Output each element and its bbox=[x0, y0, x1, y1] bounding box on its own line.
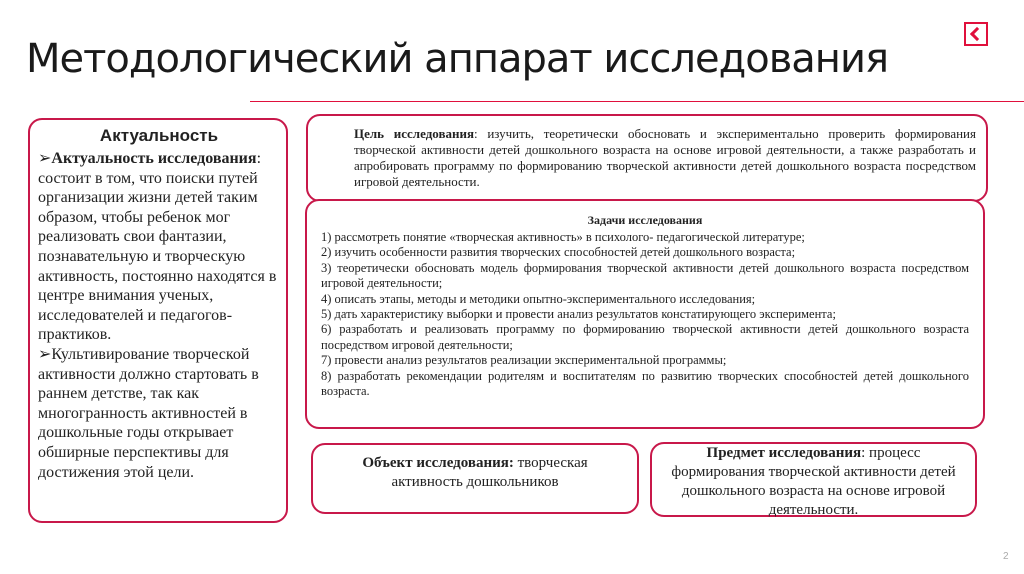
goal-paragraph bbox=[354, 126, 976, 190]
task-item: 6) разработать и реализовать программу по формированию творческой активности детей дошкольного возраста посредством игровой деятельности; bbox=[321, 322, 969, 352]
tasks-heading: Задачи исследования bbox=[587, 213, 703, 227]
actuality-heading: Актуальность bbox=[99, 126, 219, 145]
cultivation-text: Культивирование творческой активности должно стартовать в раннем детстве, так как многогранность активностей в дошкольные годы открывает обширные перспективы для достижения этой цели. bbox=[38, 345, 259, 481]
object-paragraph bbox=[313, 454, 637, 492]
page-title: Методологический аппарат исследования bbox=[26, 36, 889, 82]
title-divider bbox=[250, 101, 1024, 102]
object-text: творческая активность дошкольников bbox=[391, 455, 588, 490]
subject-box bbox=[650, 442, 977, 517]
tasks-box bbox=[305, 199, 985, 429]
subject-text: : процесс формирования творческой активности детей дошкольного возраста на основе игровой деятельности. bbox=[671, 445, 956, 518]
task-item: 2) изучить особенности развития творческих способностей детей дошкольного возраста; bbox=[321, 245, 796, 260]
goal-label: Цель исследования bbox=[354, 126, 474, 141]
goal-text: : изучить, теоретически обосновать и экспериментально проверить формирования творческой активности детей дошкольного возраста на основе игровой деятельности, а также разработать и апробировать программу по формированию творческой активности детей дошкольного возраста посредством игровой деятельности. bbox=[354, 126, 976, 189]
subject-label: Предмет исследования bbox=[706, 445, 862, 461]
object-box bbox=[311, 443, 639, 514]
actuality-label: Актуальность исследования bbox=[51, 150, 257, 167]
back-arrow-icon[interactable] bbox=[964, 22, 988, 46]
bullet-arrow-icon: ➢ bbox=[38, 345, 52, 363]
actuality-box bbox=[28, 118, 288, 523]
actuality-paragraph-1 bbox=[38, 149, 280, 345]
goal-box bbox=[306, 114, 988, 202]
subject-paragraph bbox=[652, 444, 975, 520]
object-label: Объект исследования: bbox=[362, 455, 514, 471]
task-item: 7) провести анализ результатов реализации экспериментальной программы; bbox=[321, 353, 727, 368]
bullet-arrow-icon: ➢ bbox=[38, 150, 52, 167]
task-item: 3) теоретически обосновать модель формирования творческой активности детей дошкольного возраста посредством игровой деятельности; bbox=[321, 260, 969, 291]
task-item: 4) описать этапы, методы и методики опытно-экспериментального исследования; bbox=[321, 291, 756, 306]
actuality-text: : состоит в том, что поиски путей организации жизни детей таким образом, чтобы ребенок мог реализовать свои фантазии, познавательную и творческую активность, постоянно находятся в центре внимания ученых, исследователей и педагогов-практиков. bbox=[38, 150, 277, 344]
task-item: 1) рассмотреть понятие «творческая активность» в психолого- педагогической литературе; bbox=[321, 230, 805, 244]
task-item: 8) разработать рекомендации родителям и воспитателям по развитию творческих способностей детей дошкольного возраста. bbox=[321, 368, 969, 399]
page-number: 2 bbox=[1003, 551, 1009, 562]
task-item: 5) дать характеристику выборки и провести анализ результатов констатирующего эксперимента; bbox=[321, 307, 836, 322]
actuality-paragraph-2 bbox=[38, 345, 280, 482]
